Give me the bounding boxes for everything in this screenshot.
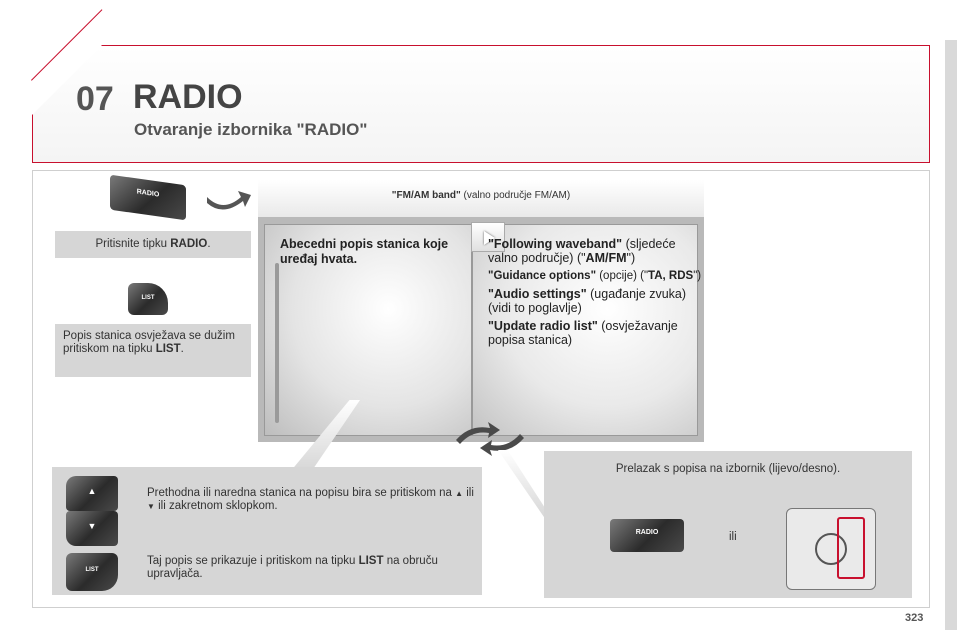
menu-item: "Following waveband" (sljedeće valno područje) ("AM/FM"): [488, 237, 676, 265]
radio-key-image: RADIO: [110, 175, 186, 221]
radio-key-image-2: RADIO: [610, 519, 684, 552]
note-refresh-list: Popis stanica osvježava se dužim pritiskom na tipku LIST.: [55, 324, 251, 377]
list-key-image: LIST: [128, 283, 168, 315]
display-screen: [258, 180, 704, 442]
menu-item: "Audio settings" (ugađanje zvuka) (vidi to poglavlje): [488, 287, 687, 315]
menu-items: [488, 237, 703, 351]
list-help-text: Taj popis se prikazuje i pritiskom na tipku LIST na obruču upravljača.: [147, 555, 438, 580]
up-arrow-icon: ▲: [455, 489, 464, 498]
steering-list-key-image: LIST: [66, 553, 118, 591]
down-arrow-icon: ▼: [147, 502, 155, 511]
down-key-image: ▼: [66, 511, 118, 546]
arrow-right-icon: [205, 183, 253, 215]
menu-item: "Update radio list" (osvježavanje popisa stanica): [488, 319, 678, 347]
note-press-radio: Pritisnite tipku RADIO.: [55, 231, 251, 258]
switch-arrows-icon: [450, 418, 530, 460]
up-key-image: ▲: [66, 476, 118, 511]
navigation-help-text: Prethodna ili naredna stanica na popisu bira se pritiskom na ▲ ili ▼ ili zakretnom sklopkom.: [147, 487, 474, 512]
scrollbar: [275, 263, 279, 423]
station-list-description: Abecedni popis stanica koje uređaj hvata.: [280, 237, 449, 266]
menu-item: "Guidance options" (opcije) ("TA, RDS"): [488, 270, 702, 282]
page-title: RADIO: [133, 78, 243, 116]
switch-help-text: Prelazak s popisa na izbornik (lijevo/desno).: [615, 463, 841, 475]
side-bar: [945, 40, 957, 630]
screen-header: "FM/AM band" (valno područje FM/AM): [258, 180, 704, 217]
page-subtitle: Otvaranje izbornika "RADIO": [134, 120, 368, 139]
highlighted-keys: [837, 517, 865, 579]
chapter-number: 07: [76, 80, 114, 118]
page-number: 323: [905, 612, 924, 624]
control-console-image: [786, 508, 876, 590]
or-label: ili: [729, 531, 737, 543]
